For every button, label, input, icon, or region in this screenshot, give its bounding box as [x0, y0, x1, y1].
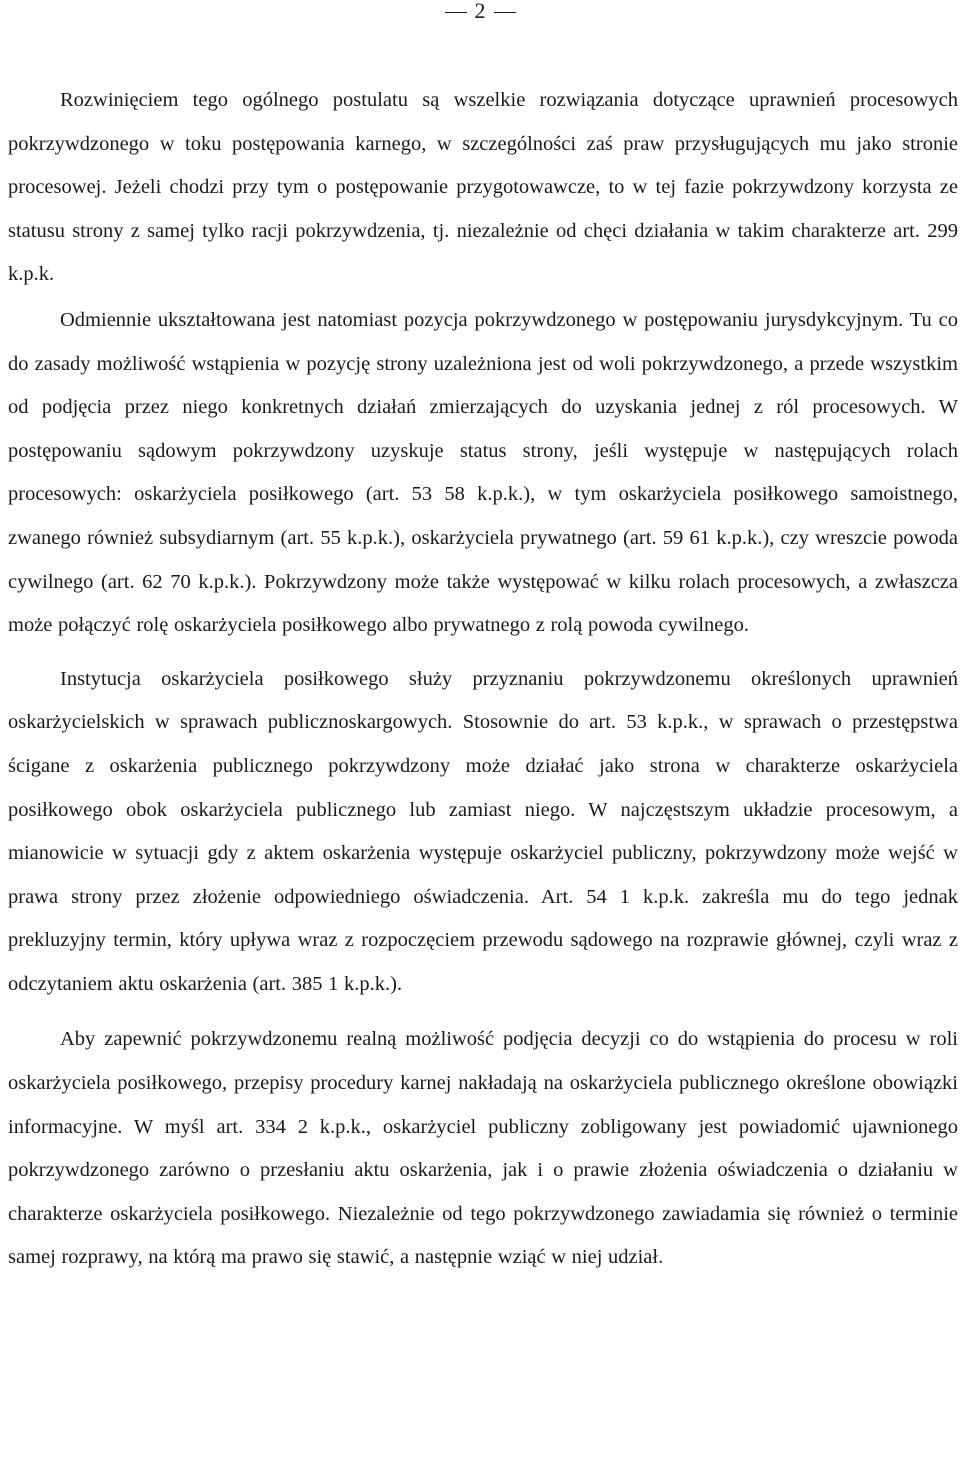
page-number-text: 2: [474, 0, 486, 23]
page-number: [0, 0, 960, 24]
page-number-left-dash: [445, 12, 467, 13]
paragraph-2: Odmiennie ukształtowana jest natomiast pozycja pokrzywdzonego w postępowaniu jurysdykcyjnym. Tu co do zasady możliwość wstąpienia w pozycję strony uzależniona jest od woli pokrzywdzonego, a przede wszystkim od podjęcia przez niego konkretnych działań zmierzających do uzyskania jednej z ról procesowych. W postępowaniu sądowym pokrzywdzony uzyskuje status strony, jeśli występuje w następujących rolach procesowych: oskarżyciela posiłkowego (art. 53 58 k.p.k.), w tym oskarżyciela posiłkowego samoistnego, zwanego również subsydiarnym (art. 55 k.p.k.), oskarżyciela prywatnego (art. 59 61 k.p.k.), czy wreszcie powoda cywilnego (art. 62 70 k.p.k.). Pokrzywdzony może także występować w kilku rolach procesowych, a zwłaszcza może połączyć rolę oskarżyciela posiłkowego albo prywatnego z rolą powoda cywilnego.: [8, 308, 958, 637]
paragraph-1: Rozwinięciem tego ogólnego postulatu są wszelkie rozwiązania dotyczące uprawnień procesowych pokrzywdzonego w toku postępowania karnego, w szczególności zaś praw przysługujących mu jako stronie procesowej. Jeżeli chodzi przy tym o postępowanie przygotowawcze, to w tej fazie pokrzywdzony korzysta ze statusu strony z samej tylko racji pokrzywdzenia, tj. niezależnie od chęci działania w takim charakterze art. 299 k.p.k.: [8, 89, 958, 286]
page-number-right-dash: [494, 12, 516, 13]
paragraph-3: Instytucja oskarżyciela posiłkowego służy przyznaniu pokrzywdzonemu określonych uprawnień oskarżycielskich w sprawach publicznoskargowych. Stosownie do art. 53 k.p.k., w sprawach o przestępstwa ścigane z oskarżenia publicznego pokrzywdzony może działać jako strona w charakterze oskarżyciela posiłkowego obok oskarżyciela publicznego lub zamiast niego. W najczęstszym układzie procesowym, a mianowicie w sytuacji gdy z aktem oskarżenia występuje oskarżyciel publiczny, pokrzywdzony może wejść w prawa strony przez złożenie odpowiedniego oświadczenia. Art. 54 1 k.p.k. zakreśla mu do tego jednak prekluzyjny termin, który upływa wraz z rozpoczęciem przewodu sądowego na rozprawie głównej, czyli wraz z odczytaniem aktu oskarżenia (art. 385 1 k.p.k.).: [8, 667, 958, 995]
document-body: [8, 79, 958, 1280]
paragraph-4: Aby zapewnić pokrzywdzonemu realną możliwość podjęcia decyzji co do wstąpienia do procesu w roli oskarżyciela posiłkowego, przepisy procedury karnej nakładają na oskarżyciela publicznego określone obowiązki informacyjne. W myśl art. 334 2 k.p.k., oskarżyciel publiczny zobligowany jest powiadomić ujawnionego pokrzywdzonego zarówno o przesłaniu aktu oskarżenia, jak i o prawie złożenia oświadczenia o działaniu w charakterze oskarżyciela posiłkowego. Niezależnie od tego pokrzywdzonego zawiadamia się również o terminie samej rozprawy, na którą ma prawo się stawić, a następnie wziąć w niej udział.: [8, 1028, 958, 1269]
